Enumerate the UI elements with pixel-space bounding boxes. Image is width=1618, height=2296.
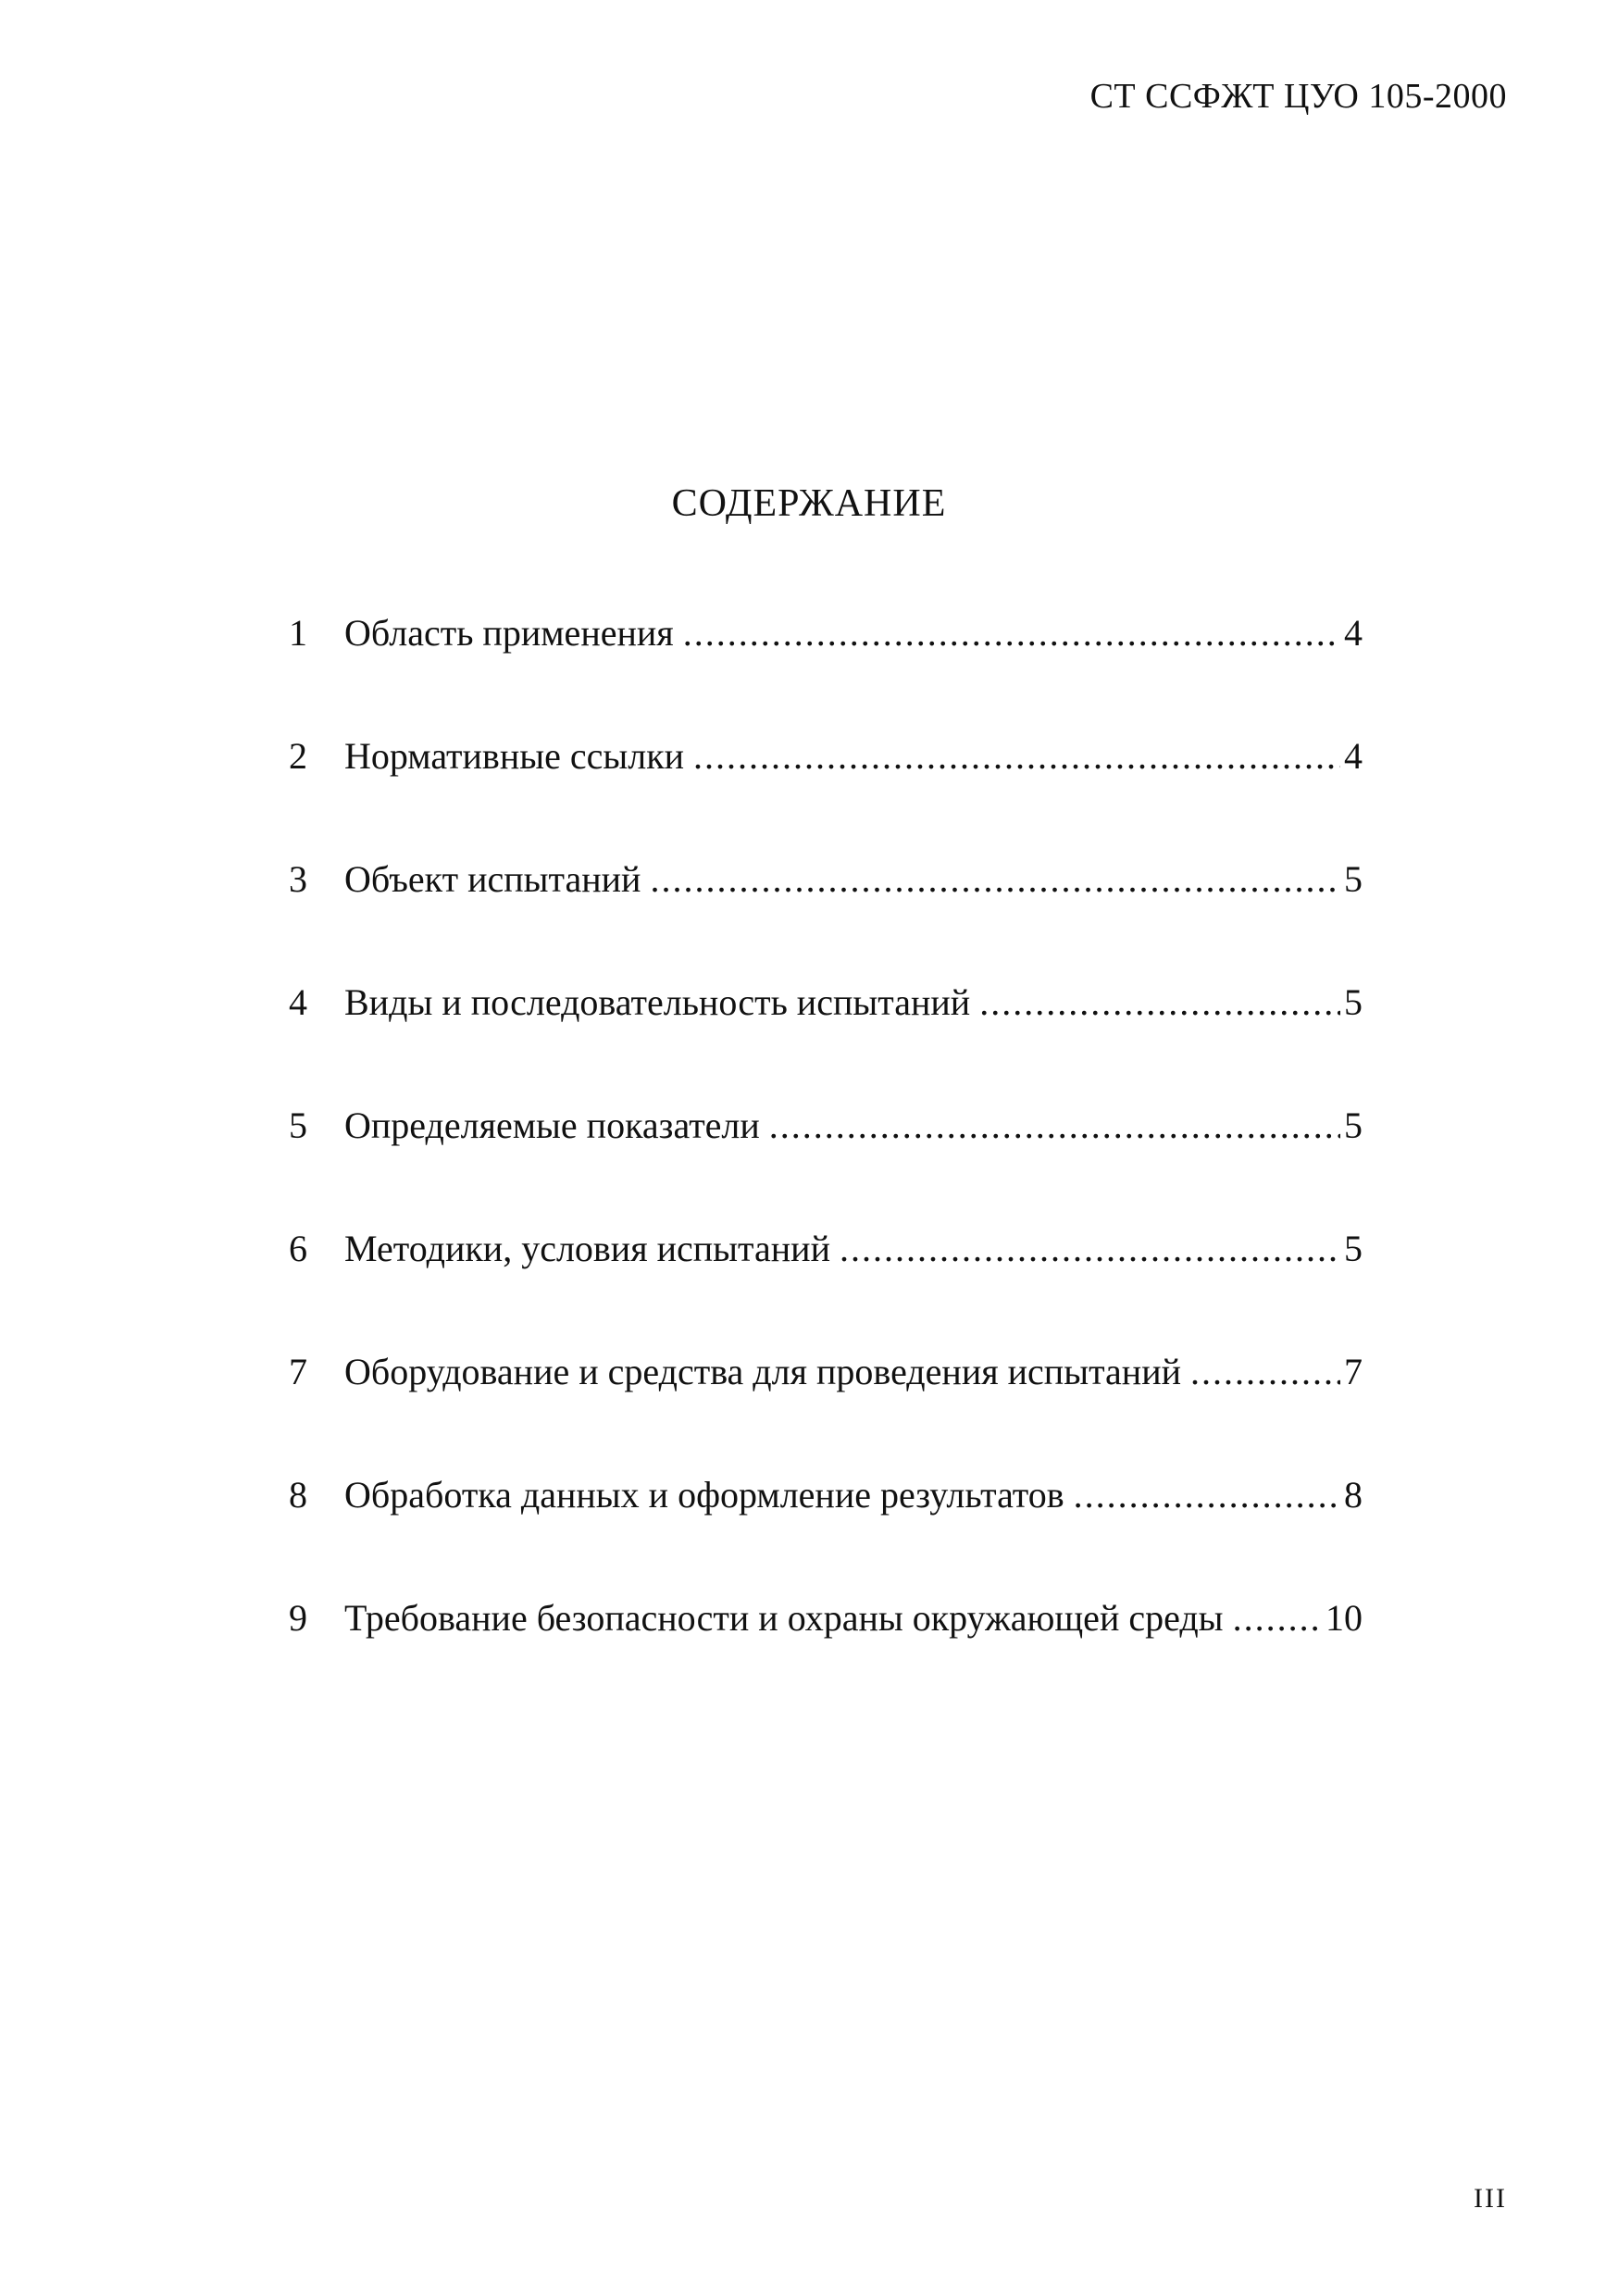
dot-leader <box>769 1104 1340 1147</box>
toc-item-title: Виды и последовательность испытаний <box>344 981 971 1023</box>
toc-item-page: 5 <box>1344 981 1363 1023</box>
toc-item-number: 9 <box>289 1597 307 1639</box>
toc-item-page: 8 <box>1344 1474 1363 1516</box>
dot-leader <box>1190 1350 1340 1393</box>
table-of-contents <box>289 611 1363 1719</box>
toc-item-title: Нормативные ссылки <box>344 735 685 777</box>
toc-item-5[interactable] <box>289 1104 1363 1227</box>
toc-item-9[interactable] <box>289 1596 1363 1719</box>
toc-item-number: 3 <box>289 858 307 900</box>
toc-item-page: 4 <box>1344 735 1363 777</box>
toc-item-page: 5 <box>1344 1228 1363 1269</box>
dot-leader <box>979 980 1340 1024</box>
toc-item-title: Обработка данных и оформление результатов <box>344 1474 1064 1516</box>
toc-item-page: 5 <box>1344 1104 1363 1146</box>
dot-leader <box>683 611 1340 655</box>
dot-leader <box>1233 1596 1322 1640</box>
toc-item-page: 4 <box>1344 612 1363 654</box>
toc-item-title: Определяемые показатели <box>344 1104 760 1146</box>
toc-item-1[interactable] <box>289 611 1363 734</box>
toc-item-number: 8 <box>289 1474 307 1516</box>
toc-title: СОДЕРЖАНИЕ <box>671 482 947 525</box>
dot-leader <box>840 1227 1340 1270</box>
toc-item-title: Оборудование и средства для проведения испытаний <box>344 1351 1182 1392</box>
toc-item-number: 5 <box>289 1104 307 1146</box>
page-number: III <box>1474 2183 1507 2214</box>
dot-leader <box>650 857 1340 901</box>
toc-item-6[interactable] <box>289 1227 1363 1350</box>
toc-item-2[interactable] <box>289 734 1363 857</box>
toc-item-title: Область применения <box>344 612 674 654</box>
toc-item-page: 10 <box>1326 1597 1363 1639</box>
toc-item-number: 2 <box>289 735 307 777</box>
toc-item-8[interactable] <box>289 1473 1363 1596</box>
toc-item-title: Методики, условия испытаний <box>344 1228 830 1269</box>
toc-item-number: 7 <box>289 1351 307 1392</box>
toc-item-number: 1 <box>289 612 307 654</box>
toc-item-page: 5 <box>1344 858 1363 900</box>
dot-leader <box>1074 1473 1340 1516</box>
toc-item-title: Объект испытаний <box>344 858 641 900</box>
toc-item-page: 7 <box>1344 1351 1363 1392</box>
dot-leader <box>693 734 1340 778</box>
toc-item-7[interactable] <box>289 1350 1363 1473</box>
toc-item-number: 4 <box>289 981 307 1023</box>
toc-item-3[interactable] <box>289 857 1363 980</box>
toc-item-title: Требование безопасности и охраны окружающей среды <box>344 1597 1224 1639</box>
toc-item-4[interactable] <box>289 980 1363 1104</box>
toc-item-number: 6 <box>289 1228 307 1269</box>
document-code: СТ ССФЖТ ЦУО 105-2000 <box>1089 77 1507 116</box>
